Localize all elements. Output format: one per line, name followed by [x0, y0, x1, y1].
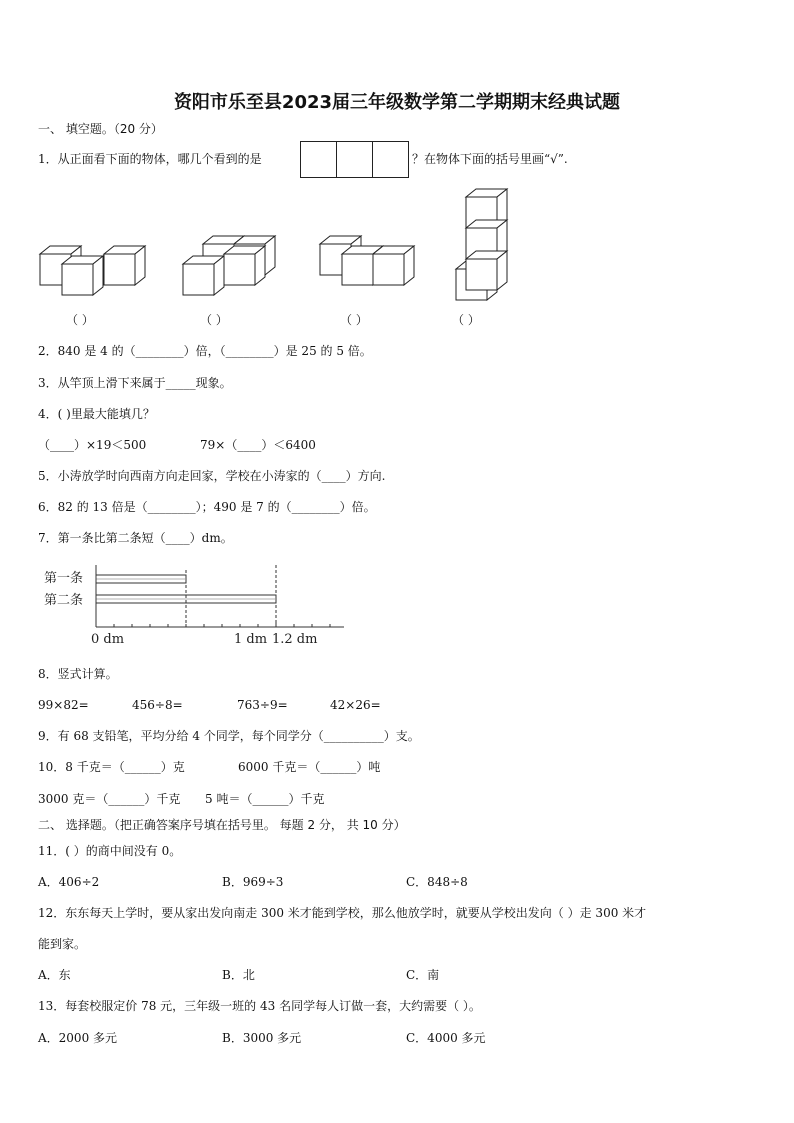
- answer-blank-b[interactable]: （ ）: [200, 313, 228, 327]
- section-heading-multiple-choice: 二、 选择题。（把正确答案序号填在括号里。 每题 2 分， 共 10 分）: [38, 818, 406, 832]
- bar-length-figure: [38, 560, 358, 655]
- question-13: 13．每套校服定价 78 元，三年级一班的 43 名同学每人订做一套，大约需要（ ）。: [38, 999, 481, 1013]
- option-a[interactable]: A．2000 多元: [38, 1031, 118, 1045]
- option-c[interactable]: C．4000 多元: [406, 1031, 486, 1045]
- option-c[interactable]: C．南: [406, 968, 440, 982]
- cube-figure-c: [320, 236, 414, 285]
- option-c[interactable]: C．848÷8: [406, 875, 468, 889]
- question-10-part-d: 5 吨＝（______）千克: [205, 792, 325, 806]
- question-4: 4．( )里最大能填几？: [38, 407, 155, 421]
- answer-blank-c[interactable]: （ ）: [340, 313, 368, 327]
- bar-label-second: 第二条: [44, 593, 84, 608]
- question-11: 11．( ）的商中间没有 0。: [38, 844, 182, 858]
- tick-label-0: 0 dm: [91, 632, 125, 647]
- calc-item: 99×82=: [38, 698, 89, 712]
- question-2: 2．840 是 4 的（________）倍，（________）是 25 的 5 倍。: [38, 344, 372, 358]
- option-a[interactable]: A．东: [38, 968, 71, 982]
- option-a[interactable]: A．406÷2: [38, 875, 100, 889]
- tick-label-1: 1 dm: [234, 632, 268, 647]
- question-3: 3．从竿顶上滑下来属于_____现象。: [38, 376, 232, 390]
- question-4-part-a: （____）×19＜500: [38, 438, 147, 452]
- cube-figure-d: [456, 189, 507, 300]
- question-10-part-c: 3000 克＝（______）千克: [38, 792, 181, 806]
- question-6: 6．82 的 13 倍是（________）；490 是 7 的（________）倍。: [38, 500, 376, 514]
- three-squares-front-view: [300, 141, 410, 179]
- question-1-prefix: 1．从正面看下面的物体，哪几个看到的是: [38, 152, 262, 166]
- answer-blank-a[interactable]: （ ）: [66, 313, 94, 327]
- page-title: 资阳市乐至县2023届三年级数学第二学期期末经典试题: [173, 92, 621, 113]
- answer-blank-d[interactable]: （ ）: [452, 313, 480, 327]
- question-12-continued: 能到家。: [38, 937, 87, 951]
- question-10-part-a: 10．8 千克＝（______）克: [38, 760, 185, 774]
- question-12: 12．东东每天上学时，要从家出发向南走 300 米才能到学校，那么他放学时，就要从学校出发向（ ）走 300 米才: [38, 906, 647, 920]
- question-5: 5．小涛放学时向西南方向走回家，学校在小涛家的（____）方向.: [38, 469, 386, 483]
- question-7: 7．第一条比第二条短（____）dm。: [38, 531, 233, 545]
- cube-figures: [0, 180, 794, 310]
- calc-item: 763÷9=: [237, 698, 288, 712]
- cube-figure-a: [40, 246, 145, 295]
- calc-item: 456÷8=: [132, 698, 183, 712]
- cube-figure-b: [183, 236, 275, 295]
- option-b[interactable]: B．3000 多元: [222, 1031, 302, 1045]
- question-4-part-b: 79×（____）＜6400: [200, 438, 316, 452]
- question-10-part-b: 6000 千克＝（______）吨: [238, 760, 381, 774]
- question-1-suffix: ？在物体下面的括号里画“√”.: [412, 152, 568, 166]
- question-8: 8．竖式计算。: [38, 667, 118, 681]
- question-9: 9．有 68 支铅笔，平均分给 4 个同学，每个同学分（__________）支。: [38, 729, 420, 743]
- option-b[interactable]: B．969÷3: [222, 875, 284, 889]
- section-heading-fill-blank: 一、 填空题。（20 分）: [38, 122, 163, 136]
- tick-label-1-2: 1.2 dm: [272, 632, 318, 647]
- option-b[interactable]: B．北: [222, 968, 255, 982]
- bar-label-first: 第一条: [44, 571, 84, 586]
- calc-item: 42×26=: [330, 698, 381, 712]
